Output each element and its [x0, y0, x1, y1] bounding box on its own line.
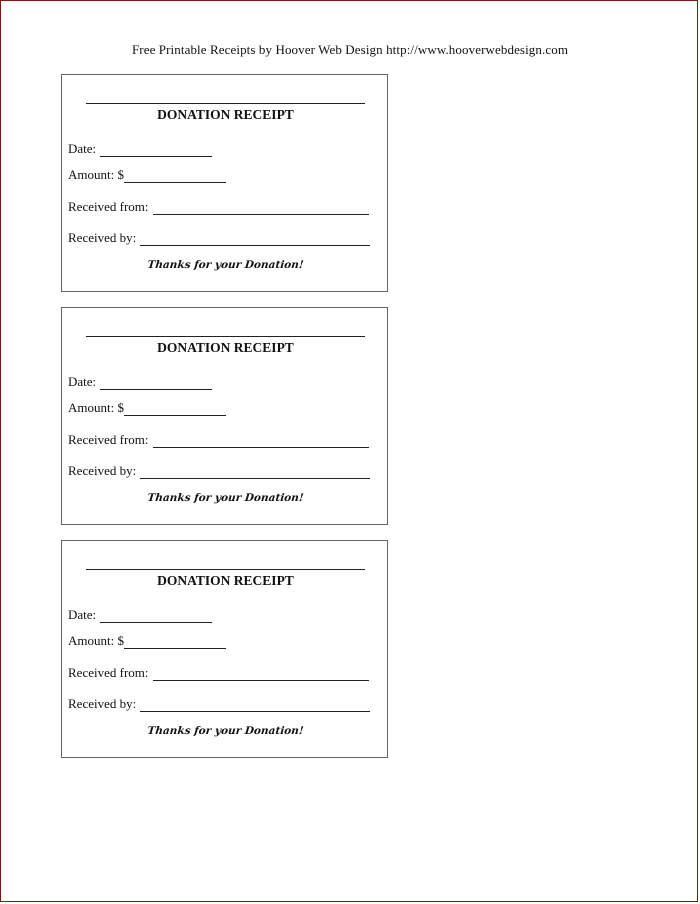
amount-field	[68, 167, 226, 183]
thanks-note: Thanks for your Donation!	[146, 259, 305, 271]
receipt-title: DONATION RECEIPT	[157, 340, 294, 355]
date-field	[68, 374, 212, 390]
received-by-label: Received by:	[68, 230, 137, 245]
date-field	[68, 141, 212, 157]
amount-label: Amount: $	[68, 400, 124, 415]
date-blank	[100, 144, 212, 157]
amount-field	[68, 633, 226, 649]
date-label: Date:	[68, 374, 97, 389]
received-from-field	[68, 432, 369, 448]
receipt-title: DONATION RECEIPT	[157, 573, 294, 588]
date-blank	[100, 610, 212, 623]
received-from-label: Received from:	[68, 665, 149, 680]
date-label: Date:	[68, 141, 97, 156]
date-blank	[100, 377, 212, 390]
signature-line	[86, 103, 365, 104]
date-label: Date:	[68, 607, 97, 622]
donation-receipt-card	[61, 540, 388, 758]
received-from-field	[68, 665, 369, 681]
received-from-label: Received from:	[68, 432, 149, 447]
thanks-note: Thanks for your Donation!	[146, 492, 305, 504]
received-by-blank	[140, 233, 370, 246]
page-header: Free Printable Receipts by Hoover Web Design http://www.hooverwebdesign.com	[131, 42, 569, 57]
received-by-field	[68, 463, 370, 479]
received-by-blank	[140, 466, 370, 479]
received-from-field	[68, 199, 369, 215]
received-by-label: Received by:	[68, 463, 137, 478]
amount-label: Amount: $	[68, 167, 124, 182]
amount-label: Amount: $	[68, 633, 124, 648]
signature-line	[86, 336, 365, 337]
received-by-field	[68, 696, 370, 712]
receipt-title: DONATION RECEIPT	[157, 107, 294, 122]
received-by-field	[68, 230, 370, 246]
received-from-blank	[153, 435, 369, 448]
received-by-label: Received by:	[68, 696, 137, 711]
signature-line	[86, 569, 365, 570]
donation-receipt-card	[61, 307, 388, 525]
amount-field	[68, 400, 226, 416]
amount-blank	[124, 403, 226, 416]
donation-receipt-card	[61, 74, 388, 292]
thanks-note: Thanks for your Donation!	[146, 725, 305, 737]
received-from-label: Received from:	[68, 199, 149, 214]
amount-blank	[124, 170, 226, 183]
date-field	[68, 607, 212, 623]
received-by-blank	[140, 699, 370, 712]
received-from-blank	[153, 202, 369, 215]
received-from-blank	[153, 668, 369, 681]
amount-blank	[124, 636, 226, 649]
